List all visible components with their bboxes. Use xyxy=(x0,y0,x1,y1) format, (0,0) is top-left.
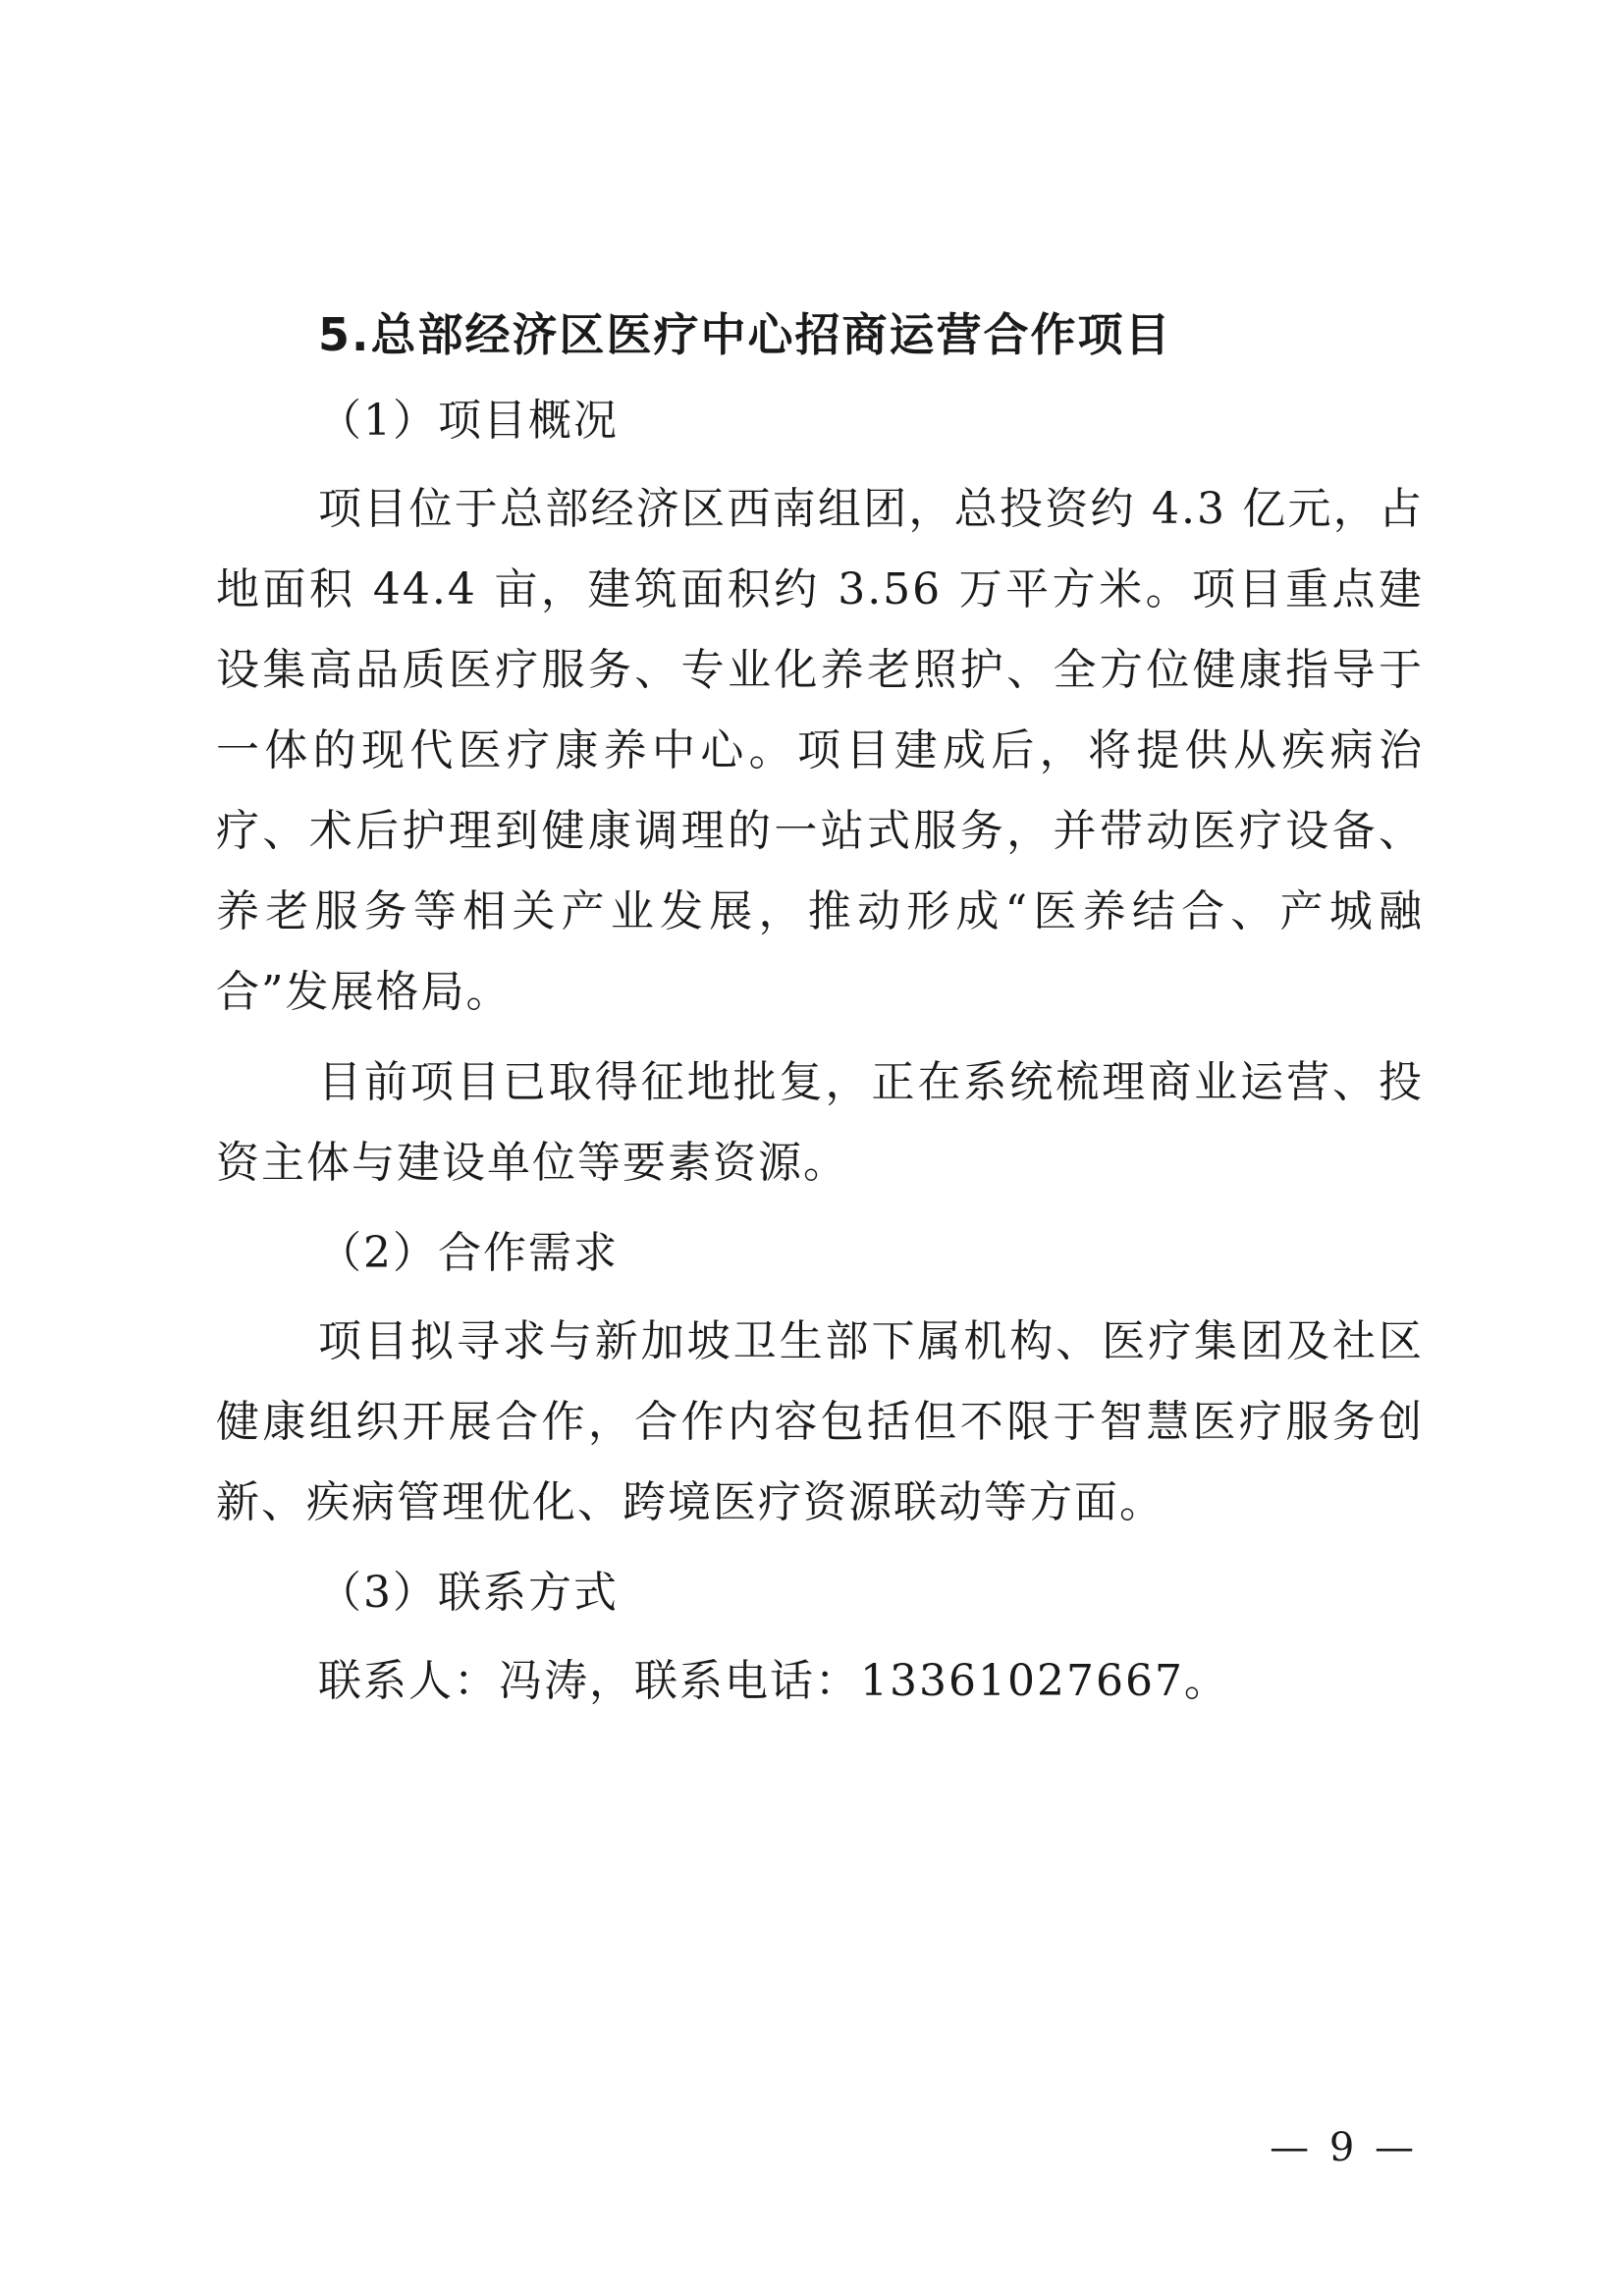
project-title: 5.总部经济区医疗中心招商运营合作项目 xyxy=(318,308,1172,361)
overview-paragraph: 项目位于总部经济区西南组团，总投资约 4.3 亿元，占地面积 44.4 亩，建筑面积约 3.56 万平方米。项目重点建设集高品质医疗服务、专业化养老照护、全方位健康指导于一体的现代医疗康养中心。项目建成后，将提供从疾病治疗、术后护理到健康调理的一站式服务，并带动医疗设备、养老服务等相关产业发展，推动形成“医养结合、产城融合”发展格局。 xyxy=(216,484,1424,1017)
page-number: — 9 — xyxy=(1270,2125,1418,2170)
section-heading-overview: （1）项目概况 xyxy=(318,396,619,446)
progress-paragraph: 目前项目已取得征地批复，正在系统梳理商业运营、投资主体与建设单位等要素资源。 xyxy=(216,1057,1424,1188)
section-heading-contact: （3）联系方式 xyxy=(318,1568,619,1618)
cooperation-paragraph: 项目拟寻求与新加坡卫生部下属机构、医疗集团及社区健康组织开展合作，合作内容包括但不限于智慧医疗服务创新、疾病管理优化、跨境医疗资源联动等方面。 xyxy=(216,1316,1424,1527)
document-body xyxy=(216,294,1424,1722)
contact-info: 联系人：冯涛，联系电话：13361027667。 xyxy=(318,1656,1229,1706)
section-heading-cooperation: （2）合作需求 xyxy=(318,1228,619,1278)
